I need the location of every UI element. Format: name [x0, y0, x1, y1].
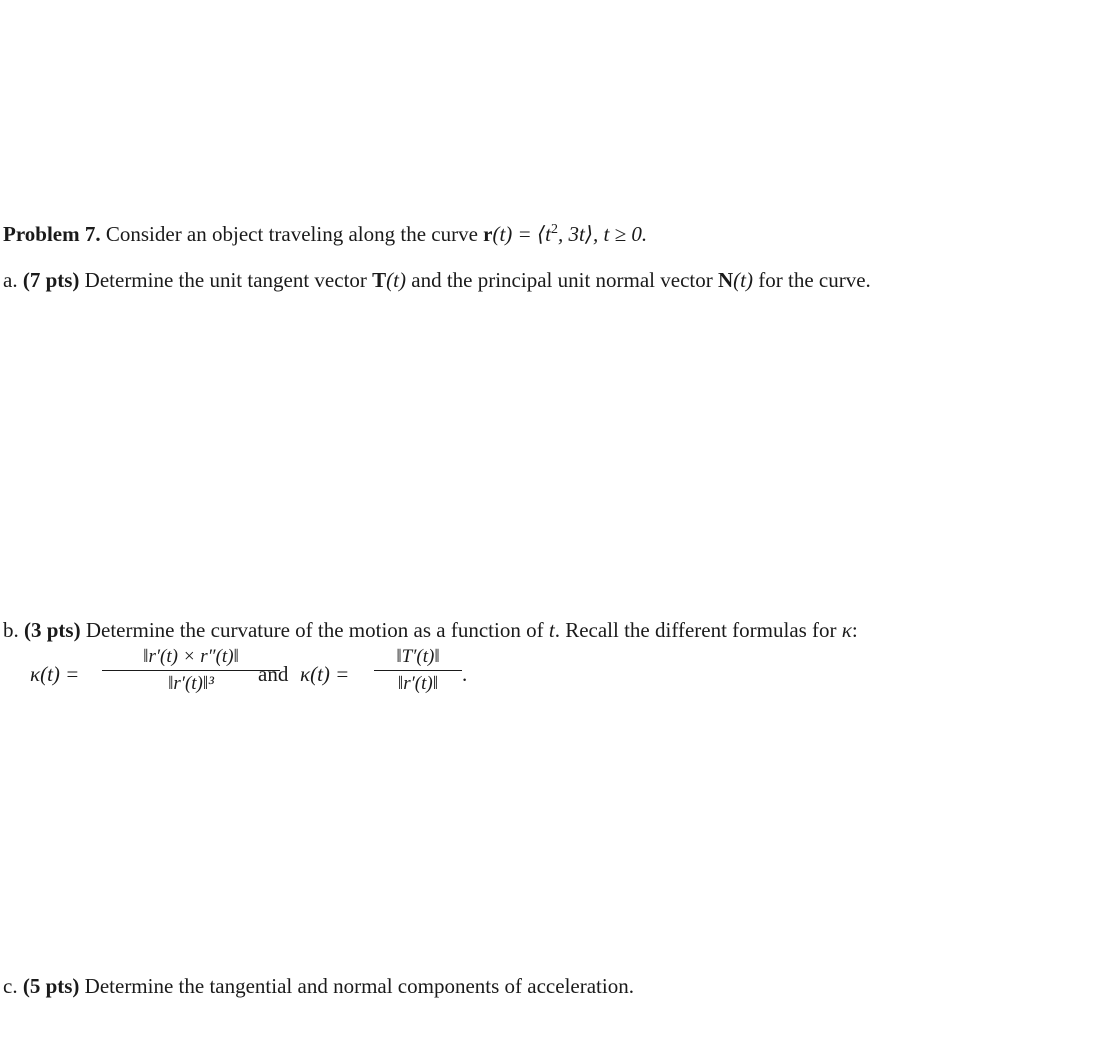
part-b-colon: : — [851, 618, 858, 642]
part-a — [3, 267, 871, 293]
curve-r-symbol: r — [483, 222, 493, 246]
part-b-marker: b. — [3, 618, 19, 642]
part-b-t: t — [548, 618, 555, 642]
part-c-text: Determine the tangential and normal components of acceleration. — [84, 974, 634, 998]
curve-exponent: 2 — [551, 222, 559, 237]
part-b-points: (3 pts) — [24, 618, 81, 642]
part-b — [3, 617, 858, 643]
part-b-kappa: κ — [841, 618, 852, 642]
problem-heading: Problem 7. — [3, 222, 101, 246]
part-a-points: (7 pts) — [22, 268, 80, 292]
problem-prefix: Consider an object traveling along the curve — [105, 222, 478, 246]
part-b-text1: Determine the curvature of the motion as a function of — [85, 618, 544, 642]
part-c-marker: c. — [3, 974, 18, 998]
formula2-numerator: ‖T′(t)‖ — [396, 646, 440, 667]
formula1-denominator: ‖r′(t)‖³ — [168, 673, 214, 694]
formula1-numerator: ‖r′(t) × r″(t)‖ — [143, 646, 239, 667]
curve-args: (t) = ⟨t — [492, 222, 552, 246]
problem-statement — [3, 221, 647, 247]
normal-arg: (t) — [733, 268, 753, 292]
formula1-bar — [102, 670, 280, 671]
formula-period: . — [462, 662, 468, 686]
tangent-arg: (t) — [386, 268, 406, 292]
curve-rest: , 3t⟩, t ≥ 0. — [558, 222, 648, 246]
part-a-text2: and the principal unit normal vector — [411, 268, 713, 292]
part-a-marker: a. — [3, 268, 18, 292]
normal-N-symbol: N — [718, 268, 734, 292]
formula2-denominator: ‖r′(t)‖ — [397, 673, 439, 694]
tangent-T-symbol: T — [372, 268, 387, 292]
formula-connector: and — [258, 662, 289, 686]
formula1-lhs: κ(t) = — [30, 662, 80, 686]
formula2-bar — [374, 670, 462, 671]
curvature-formulas — [30, 646, 490, 708]
formula1-fraction — [102, 646, 280, 695]
part-c — [3, 973, 634, 999]
part-c-points: (5 pts) — [22, 974, 80, 998]
formula2-lhs: κ(t) = — [300, 662, 350, 686]
part-b-text2: . Recall the different formulas for — [554, 618, 837, 642]
part-a-text1: Determine the unit tangent vector — [84, 268, 367, 292]
part-a-text3: for the curve. — [758, 268, 871, 292]
formula2-fraction — [374, 646, 462, 695]
